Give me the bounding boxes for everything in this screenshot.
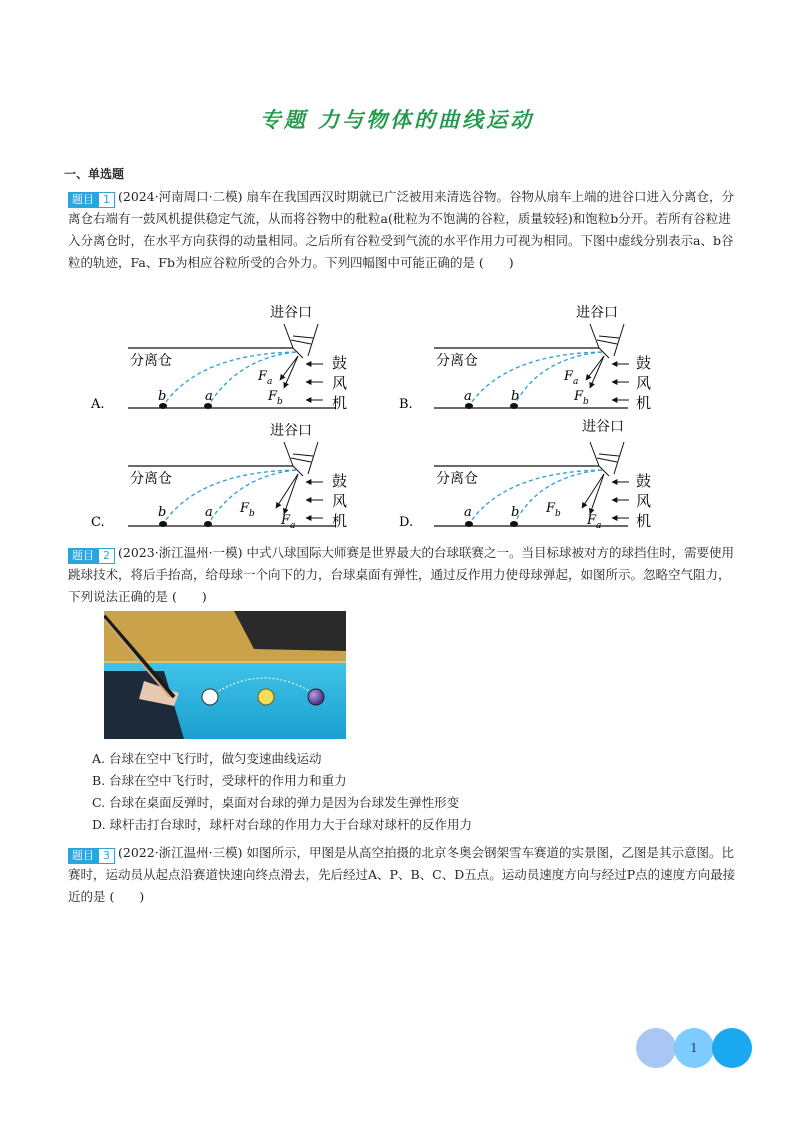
question-text: (2022·浙江温州·三模) 如图所示，甲图是从高空拍摄的北京冬奥会钢架雪车赛道的实景图，乙图是其示意图。比赛时，运动员从起点沿赛道快速向终点滑去，先后经过A、P、B、C、D五点。运动员速度方向与经过P点的速度方向最接近的是 ( ) bbox=[68, 845, 736, 904]
svg-text:风: 风 bbox=[636, 492, 652, 510]
svg-text:风: 风 bbox=[332, 492, 348, 510]
question-2 bbox=[68, 542, 738, 608]
svg-text:分离仓: 分离仓 bbox=[436, 471, 478, 487]
label-a: a bbox=[205, 389, 213, 404]
billiards-photo bbox=[104, 611, 346, 739]
pager-circle-right bbox=[712, 1028, 752, 1068]
svg-text:机: 机 bbox=[332, 512, 348, 530]
question-number: 1 bbox=[98, 192, 115, 208]
svg-text:进谷口: 进谷口 bbox=[576, 305, 618, 321]
svg-text:a: a bbox=[464, 389, 472, 404]
svg-text:a: a bbox=[464, 505, 472, 520]
pager-circle-left bbox=[636, 1028, 676, 1068]
svg-text:分离仓: 分离仓 bbox=[130, 471, 172, 487]
question-tag-label: 题目 bbox=[68, 192, 98, 208]
svg-text:Fa: $F_a$ bbox=[564, 369, 579, 387]
svg-text:机: 机 bbox=[332, 394, 348, 412]
svg-text:B.: B. bbox=[399, 397, 413, 412]
question-text: (2024·河南周口·二模) 扇车在我国西汉时期就已广泛被用来清选谷物。谷物从扇车上端的进谷口进入分离仓，分离仓右端有一鼓风机提供稳定气流，从而将谷物中的秕粒a(秕粒为不饱满的谷粒，质量较轻)和饱粒b分开。若所有谷粒进入分离仓时，在水平方向获得的动量相同。之后所有谷粒受到气流的水平作用力可视为相同。下图中虚线分别表示a、b谷粒的轨迹，Fa、Fb为相应谷粒所受的合外力。下列四幅图中可能正确的是 ( ) bbox=[68, 189, 734, 270]
svg-text:C.: C. bbox=[91, 515, 105, 530]
svg-text:Fb: $F_b$ bbox=[240, 501, 255, 519]
svg-text:b: b bbox=[511, 505, 520, 520]
option-a: A. 台球在空中飞行时，做匀变速曲线运动 bbox=[92, 751, 322, 766]
svg-text:进谷口: 进谷口 bbox=[270, 423, 312, 439]
svg-text:鼓: 鼓 bbox=[332, 472, 348, 490]
svg-text:a: a bbox=[205, 505, 213, 520]
svg-text:Fa: $F_a$ bbox=[281, 513, 296, 531]
page-title: 专题 力与物体的曲线运动 bbox=[259, 108, 535, 132]
section-heading: 一、单选题 bbox=[64, 167, 125, 181]
svg-text:Fb: $F_b$ bbox=[268, 389, 283, 407]
diagram-d bbox=[399, 419, 651, 531]
svg-text:鼓: 鼓 bbox=[636, 354, 652, 372]
question-1 bbox=[68, 186, 738, 274]
option-c: C. 台球在桌面反弹时，桌面对台球的弹力是因为台球发生弹性形变 bbox=[92, 795, 460, 810]
question-tag bbox=[68, 192, 115, 208]
diagram-c bbox=[91, 423, 347, 531]
question-number: 2 bbox=[98, 548, 115, 564]
svg-text:鼓: 鼓 bbox=[332, 354, 348, 372]
svg-text:b: b bbox=[158, 505, 167, 520]
page-number-badge bbox=[636, 1028, 752, 1068]
question-tag bbox=[68, 548, 115, 564]
svg-text:分离仓: 分离仓 bbox=[436, 353, 478, 369]
page-number: 1 bbox=[690, 1041, 698, 1055]
svg-text:b: b bbox=[511, 389, 520, 404]
svg-text:Fb: $F_b$ bbox=[574, 389, 589, 407]
diagram-a bbox=[90, 305, 347, 412]
question-3 bbox=[68, 842, 738, 908]
svg-text:D.: D. bbox=[399, 515, 414, 530]
svg-text:Fa: $F_a$ bbox=[258, 369, 273, 387]
svg-text:鼓: 鼓 bbox=[636, 472, 652, 490]
inlet-label: 进谷口 bbox=[270, 305, 312, 321]
svg-text:Fa: $F_a$ bbox=[587, 513, 602, 531]
question-tag bbox=[68, 848, 115, 864]
svg-text:机: 机 bbox=[636, 394, 652, 412]
diagram-grid bbox=[88, 296, 668, 536]
svg-text:进谷口: 进谷口 bbox=[582, 419, 624, 435]
question-text: (2023·浙江温州·一模) 中式八球国际大师赛是世界最大的台球联赛之一。当目标球被对方的球挡住时，需要使用跳球技术，将后手抬高，给母球一个向下的力，台球桌面有弹性，通过反作用力使母球弹起，如图所示。忽略空气阻力，下列说法正确的是 ( ) bbox=[68, 545, 734, 604]
option-label: A. bbox=[91, 397, 105, 412]
svg-text:风: 风 bbox=[332, 374, 348, 392]
svg-text:风: 风 bbox=[636, 374, 652, 392]
diagram-b bbox=[399, 305, 651, 412]
question-number: 3 bbox=[98, 848, 115, 864]
question-tag-label: 题目 bbox=[68, 548, 98, 564]
svg-text:机: 机 bbox=[636, 512, 652, 530]
question-2-options bbox=[92, 748, 472, 836]
option-b: B. 台球在空中飞行时，受球杆的作用力和重力 bbox=[92, 773, 347, 788]
svg-text:Fb: $F_b$ bbox=[546, 501, 561, 519]
question-tag-label: 题目 bbox=[68, 848, 98, 864]
option-d: D. 球杆击打台球时，球杆对台球的作用力大于台球对球杆的反作用力 bbox=[92, 817, 473, 832]
label-b: b bbox=[158, 389, 167, 404]
chamber-label: 分离仓 bbox=[130, 353, 172, 369]
